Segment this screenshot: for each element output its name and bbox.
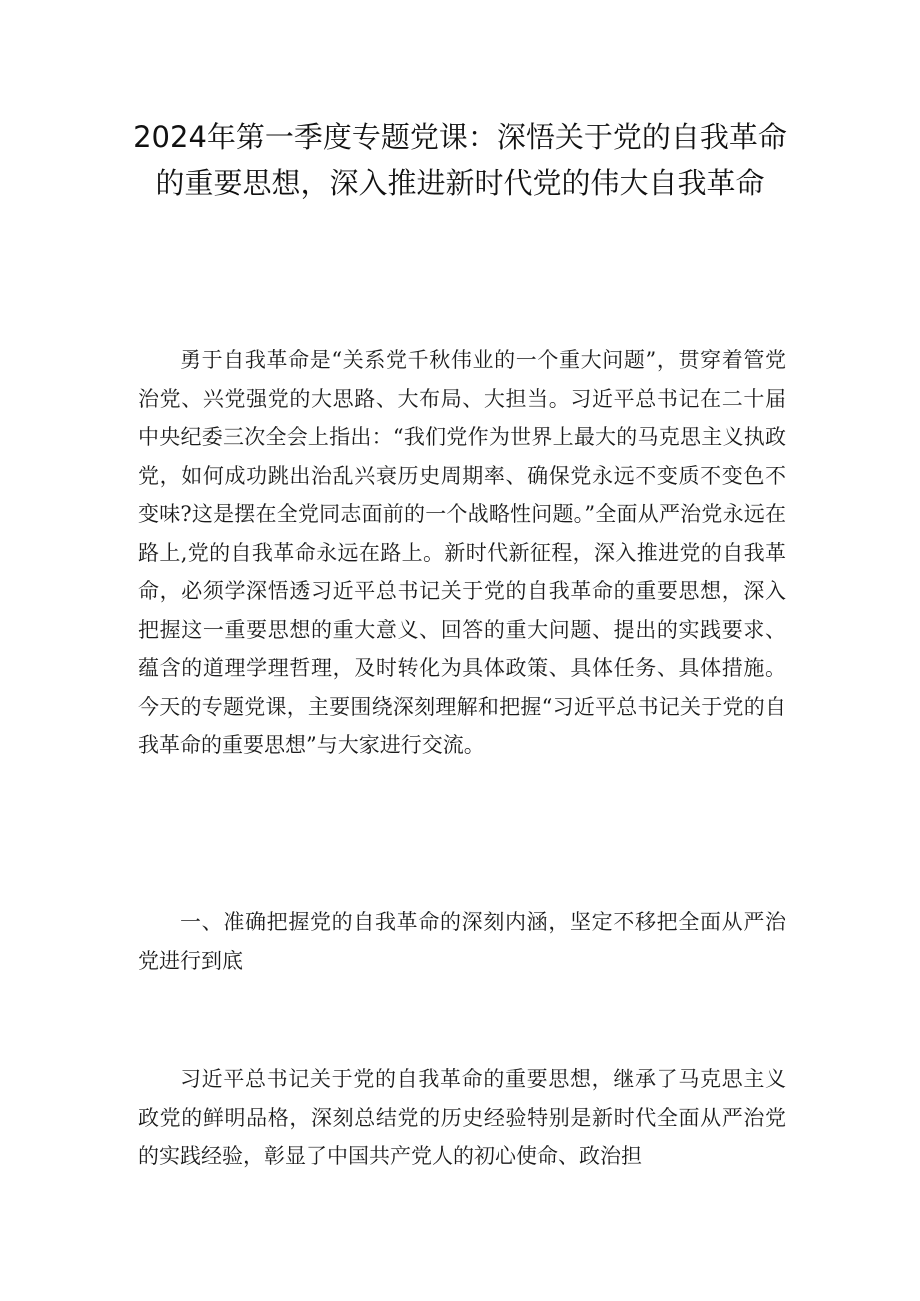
document-title: 2024年第一季度专题党课：深悟关于党的自我革命的重要思想，深入推进新时代党的伟大自我革命 [133,120,787,200]
section-paragraph: 习近平总书记关于党的自我革命的重要思想，继承了马克思主义政党的鲜明品格，深刻总结党的历史经验特别是新时代全面从严治党的实践经验，彰显了中国共产党人的初心使命、政治担 [138,1067,786,1168]
section-heading: 一、准确把握党的自我革命的深刻内涵，坚定不移把全面从严治党进行到底 [138,910,786,973]
intro-paragraph: 勇于自我革命是“关系党千秋伟业的一个重大问题”，贯穿着管党治党、兴党强党的大思路、大布局、大担当。习近平总书记在二十届中央纪委三次全会上指出：“我们党作为世界上最大的马克思主义执政党，如何成功跳出治乱兴衰历史周期率、确保党永远不变质不变色不变味?这是摆在全党同志面前的一个战略性问题。”全面从严治党永远在路上,党的自我革命永远在路上。新时代新征程，深入推进党的自我革命，必须学深悟透习近平总书记关于党的自我革命的重要思想，深入把握这一重要思想的重大意义、回答的重大问题、提出的实践要求、蕴含的道理学理哲理，及时转化为具体政策、具体任务、具体措施。今天的专题党课，主要围绕深刻理解和把握“习近平总书记关于党的自我革命的重要思想”与大家进行交流。 [138,348,786,757]
